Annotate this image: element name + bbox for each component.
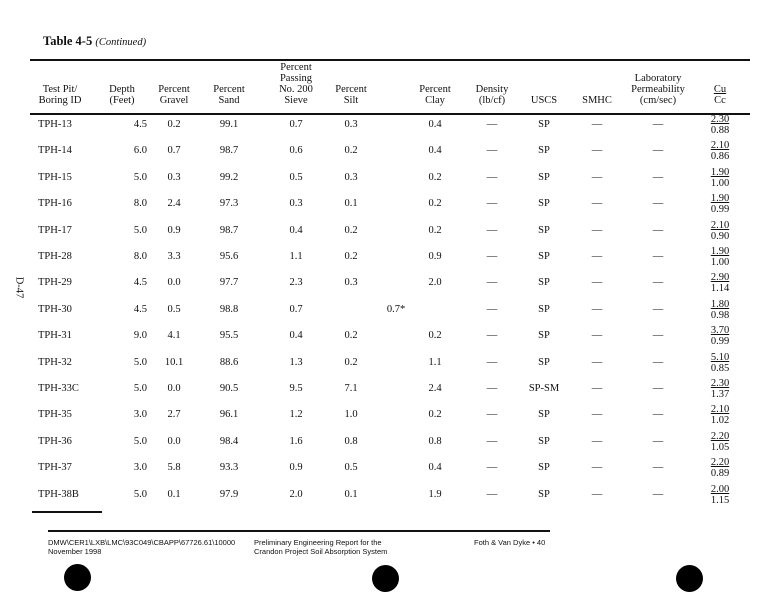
cell-cu: 2.30: [710, 114, 730, 125]
cell-silt: 0.2: [344, 330, 358, 342]
cell-passing: 0.6: [289, 145, 303, 157]
cell-clay: 0.2: [428, 224, 442, 236]
cell-uscs: SP: [538, 277, 550, 289]
col-header-perm: [623, 73, 693, 106]
punch-hole-right: [676, 565, 703, 592]
cell-clay: 0.4: [428, 145, 442, 157]
cell-uscs: SP: [538, 119, 550, 130]
cell-density: —: [486, 251, 498, 262]
cell-uscs: SP: [538, 356, 550, 368]
cell-cc: 1.00: [710, 257, 730, 268]
cell-cu-cc: [705, 352, 735, 374]
footer-rule: [48, 530, 550, 532]
cell-clay: 0.2: [428, 330, 442, 342]
cell-perm: —: [652, 383, 664, 394]
cell-passing: 0.3: [289, 198, 303, 210]
col-header-line: (Feet): [109, 95, 135, 106]
cell-uscs: SP-SM: [528, 383, 560, 394]
cell-cc: 0.99: [710, 336, 730, 348]
cell-silt: 0.2: [344, 145, 358, 157]
cell-silt: 0.1: [344, 488, 358, 500]
col-header-smhc: [562, 95, 632, 106]
cell-cu-cc: [705, 325, 735, 347]
cell-cu: 1.80: [710, 298, 730, 310]
cell-gravel: 2.4: [167, 198, 181, 210]
cell-depth: 6.0: [133, 145, 147, 157]
cell-uscs: SP: [538, 251, 550, 262]
col-header-sand: [194, 84, 264, 106]
cell-cc: 0.98: [710, 309, 730, 321]
cell-gravel: 0.0: [167, 435, 181, 447]
cell-note: 0.7*: [386, 303, 406, 315]
cell-depth: 5.0: [133, 171, 147, 183]
cell-passing: 0.7: [289, 303, 303, 315]
cell-sand: 96.1: [219, 409, 239, 421]
cell-cu: 2.10: [710, 404, 730, 416]
cell-id: TPH-31: [38, 330, 72, 342]
cell-clay: 0.2: [428, 409, 442, 421]
cell-id: TPH-36: [38, 435, 72, 447]
cell-density: —: [486, 119, 498, 130]
col-header-line: Cu: [713, 84, 727, 95]
cell-perm: —: [652, 488, 664, 500]
cell-depth: 3.0: [133, 409, 147, 421]
punch-hole-center: [372, 565, 399, 592]
cell-passing: 0.5: [289, 171, 303, 183]
cell-id: TPH-15: [38, 171, 72, 183]
cell-depth: 4.5: [133, 119, 147, 130]
cell-cc: 1.02: [710, 415, 730, 427]
cell-density: —: [486, 171, 498, 183]
top-rule: [30, 59, 750, 61]
cell-clay: 0.8: [428, 435, 442, 447]
cell-smhc: —: [591, 198, 603, 210]
cell-depth: 3.0: [133, 462, 147, 474]
cell-cu-cc: [705, 457, 735, 479]
col-header-line: Depth: [109, 84, 135, 95]
cell-sand: 99.1: [219, 119, 239, 130]
footer-file-info: [48, 538, 235, 556]
header-rule: [30, 113, 750, 115]
cell-smhc: —: [591, 409, 603, 421]
cell-perm: —: [652, 277, 664, 289]
cell-sand: 88.6: [219, 356, 239, 368]
cell-sand: 97.3: [219, 198, 239, 210]
cell-uscs: SP: [538, 409, 550, 421]
table-number: Table 4-5: [43, 34, 93, 48]
cell-smhc: —: [591, 145, 603, 157]
cell-id: TPH-35: [38, 409, 72, 421]
col-header-line: Clay: [425, 95, 445, 106]
cell-density: —: [486, 383, 498, 394]
cell-gravel: 4.1: [167, 330, 181, 342]
cell-sand: 93.3: [219, 462, 239, 474]
col-header-line: Permeability: [631, 84, 685, 95]
cell-density: —: [486, 224, 498, 236]
col-header-line: Passing: [279, 73, 313, 84]
cell-passing: 1.3: [289, 356, 303, 368]
cell-smhc: —: [591, 171, 603, 183]
cell-gravel: 0.9: [167, 224, 181, 236]
punch-hole-left: [64, 564, 91, 591]
cell-clay: 0.2: [428, 171, 442, 183]
cell-passing: 1.2: [289, 409, 303, 421]
cell-perm: —: [652, 356, 664, 368]
cell-smhc: —: [591, 330, 603, 342]
cell-gravel: 0.2: [167, 119, 181, 130]
col-header-silt: [316, 84, 386, 106]
cell-cc: 0.90: [710, 230, 730, 242]
cell-cu: 1.90: [710, 246, 730, 257]
cell-depth: 8.0: [133, 198, 147, 210]
cell-id: TPH-30: [38, 303, 72, 315]
col-header-line: USCS: [530, 95, 558, 106]
cell-cu: 2.10: [710, 140, 730, 152]
cell-silt: 0.3: [344, 171, 358, 183]
cell-cu: 1.90: [710, 166, 730, 178]
cell-cu: 2.00: [710, 483, 730, 495]
cell-clay: 0.9: [428, 251, 442, 262]
cell-passing: 1.1: [289, 251, 303, 262]
cell-cu: 2.90: [710, 272, 730, 284]
cell-cc: 1.37: [710, 389, 730, 400]
cell-gravel: 0.0: [167, 277, 181, 289]
cell-depth: 5.0: [133, 356, 147, 368]
col-header-line: (cm/sec): [639, 95, 677, 106]
cell-gravel: 0.7: [167, 145, 181, 157]
cell-silt: 7.1: [344, 383, 358, 394]
cell-cc: 0.89: [710, 468, 730, 480]
cell-perm: —: [652, 224, 664, 236]
col-header-cucc: [685, 84, 755, 106]
cell-density: —: [486, 462, 498, 474]
cell-id: TPH-13: [38, 119, 72, 130]
cell-smhc: —: [591, 435, 603, 447]
cell-id: TPH-33C: [38, 383, 79, 394]
cell-cu-cc: [705, 246, 735, 268]
cell-cc: 0.88: [710, 125, 730, 136]
cell-clay: 1.1: [428, 356, 442, 368]
col-header-line: Gravel: [159, 95, 189, 106]
cell-perm: —: [652, 409, 664, 421]
cell-cu: 1.90: [710, 193, 730, 205]
cell-perm: —: [652, 251, 664, 262]
cell-cu: 2.20: [710, 430, 730, 442]
col-header-line: Silt: [343, 95, 359, 106]
cell-cu-cc: [705, 220, 735, 242]
cell-sand: 98.4: [219, 435, 239, 447]
cell-uscs: SP: [538, 488, 550, 500]
col-header-line: Test Pit/: [42, 84, 78, 95]
cell-depth: 4.5: [133, 303, 147, 315]
cell-cu: 2.30: [710, 378, 730, 389]
cell-smhc: —: [591, 277, 603, 289]
col-header-line: Percent: [158, 84, 190, 95]
table-end-rule: [32, 511, 102, 513]
cell-silt: 0.2: [344, 251, 358, 262]
footer-company: Foth & Van Dyke • 40: [474, 538, 546, 547]
cell-uscs: SP: [538, 330, 550, 342]
cell-gravel: 0.1: [167, 488, 181, 500]
cell-gravel: 0.5: [167, 303, 181, 315]
cell-cu-cc: [705, 140, 735, 162]
cell-silt: 0.5: [344, 462, 358, 474]
cell-gravel: 3.3: [167, 251, 181, 262]
cell-cc: 1.05: [710, 441, 730, 453]
col-header-line: (lb/cf): [478, 95, 506, 106]
footer-report-line1: Preliminary Engineering Report for the: [254, 538, 382, 547]
cell-cc: 0.86: [710, 151, 730, 163]
cell-passing: 1.6: [289, 435, 303, 447]
cell-id: TPH-17: [38, 224, 72, 236]
cell-perm: —: [652, 198, 664, 210]
cell-uscs: SP: [538, 198, 550, 210]
cell-cc: 1.15: [710, 494, 730, 506]
cell-smhc: —: [591, 251, 603, 262]
cell-clay: 0.4: [428, 462, 442, 474]
cell-gravel: 5.8: [167, 462, 181, 474]
cell-uscs: SP: [538, 462, 550, 474]
cell-clay: 2.4: [428, 383, 442, 394]
cell-passing: 2.0: [289, 488, 303, 500]
cell-gravel: 10.1: [164, 356, 184, 368]
footer-report: [254, 538, 387, 556]
cell-perm: —: [652, 303, 664, 315]
cell-depth: 5.0: [133, 488, 147, 500]
cell-density: —: [486, 488, 498, 500]
cell-cc: 0.99: [710, 204, 730, 216]
cell-sand: 90.5: [219, 383, 239, 394]
col-header-line: Percent: [213, 84, 245, 95]
cell-id: TPH-14: [38, 145, 72, 157]
cell-perm: —: [652, 435, 664, 447]
cell-clay: 0.4: [428, 119, 442, 130]
cell-perm: —: [652, 330, 664, 342]
cell-density: —: [486, 435, 498, 447]
cell-passing: 9.5: [289, 383, 303, 394]
cell-smhc: —: [591, 383, 603, 394]
cell-perm: —: [652, 462, 664, 474]
cell-gravel: 0.0: [167, 383, 181, 394]
cell-passing: 2.3: [289, 277, 303, 289]
cell-perm: —: [652, 119, 664, 130]
cell-id: TPH-28: [38, 251, 72, 262]
cell-depth: 9.0: [133, 330, 147, 342]
cell-id: TPH-29: [38, 277, 72, 289]
cell-id: TPH-37: [38, 462, 72, 474]
cell-silt: 0.2: [344, 356, 358, 368]
cell-sand: 95.6: [219, 251, 239, 262]
cell-passing: 0.4: [289, 224, 303, 236]
cell-density: —: [486, 145, 498, 157]
footer-report-line2: Crandon Project Soil Absorption System: [254, 547, 388, 556]
table-title: [43, 34, 146, 49]
cell-silt: 1.0: [344, 409, 358, 421]
col-header-line: Boring ID: [38, 95, 82, 106]
cell-cc: 1.14: [710, 283, 730, 295]
cell-cu-cc: [705, 272, 735, 294]
cell-id: TPH-32: [38, 356, 72, 368]
cell-depth: 5.0: [133, 435, 147, 447]
cell-uscs: SP: [538, 435, 550, 447]
cell-cu: 3.70: [710, 325, 730, 337]
cell-perm: —: [652, 145, 664, 157]
cell-cu: 5.10: [710, 351, 730, 363]
page-number: D-47: [13, 276, 25, 299]
cell-depth: 4.5: [133, 277, 147, 289]
col-header-line: Sand: [218, 95, 240, 106]
cell-cu-cc: [705, 114, 735, 136]
cell-clay: 2.0: [428, 277, 442, 289]
cell-sand: 97.9: [219, 488, 239, 500]
cell-sand: 99.2: [219, 171, 239, 183]
cell-cu-cc: [705, 378, 735, 400]
cell-density: —: [486, 198, 498, 210]
cell-uscs: SP: [538, 145, 550, 157]
col-header-line: Percent: [280, 62, 312, 73]
cell-gravel: 0.3: [167, 171, 181, 183]
cell-smhc: —: [591, 119, 603, 130]
cell-density: —: [486, 409, 498, 421]
cell-clay: 1.9: [428, 488, 442, 500]
cell-depth: 8.0: [133, 251, 147, 262]
col-header-line: SMHC: [582, 95, 612, 106]
cell-smhc: —: [591, 356, 603, 368]
col-header-line: Laboratory: [634, 73, 682, 84]
cell-cu-cc: [705, 299, 735, 321]
cell-density: —: [486, 330, 498, 342]
footer-date: November 1998: [48, 547, 102, 556]
cell-uscs: SP: [538, 224, 550, 236]
cell-smhc: —: [591, 224, 603, 236]
cell-passing: 0.4: [289, 330, 303, 342]
cell-silt: 0.1: [344, 198, 358, 210]
col-header-line: No. 200: [279, 84, 313, 95]
cell-cu: 2.20: [710, 457, 730, 469]
cell-depth: 5.0: [133, 383, 147, 394]
cell-cu: 2.10: [710, 219, 730, 231]
cell-sand: 98.7: [219, 224, 239, 236]
cell-uscs: SP: [538, 303, 550, 315]
cell-uscs: SP: [538, 171, 550, 183]
cell-silt: 0.8: [344, 435, 358, 447]
table-continued-note: (Continued): [95, 37, 147, 48]
cell-gravel: 2.7: [167, 409, 181, 421]
cell-passing: 0.7: [289, 119, 303, 130]
footer-path: DMW\CER1\LXB\LMC\93C049\CBAPP\67726.61\10000: [48, 538, 236, 547]
cell-perm: —: [652, 171, 664, 183]
cell-cu-cc: [705, 484, 735, 506]
cell-cu-cc: [705, 431, 735, 453]
cell-silt: 0.3: [344, 277, 358, 289]
cell-silt: 0.3: [344, 119, 358, 130]
cell-silt: 0.2: [344, 224, 358, 236]
cell-sand: 97.7: [219, 277, 239, 289]
cell-id: TPH-38B: [38, 488, 79, 500]
cell-clay: 0.2: [428, 198, 442, 210]
col-header-line: Cc: [714, 95, 726, 106]
cell-depth: 5.0: [133, 224, 147, 236]
col-header-line: Percent: [335, 84, 367, 95]
cell-sand: 98.8: [219, 303, 239, 315]
cell-smhc: —: [591, 488, 603, 500]
col-header-line: Sieve: [284, 95, 308, 106]
cell-sand: 98.7: [219, 145, 239, 157]
cell-density: —: [486, 277, 498, 289]
cell-id: TPH-16: [38, 198, 72, 210]
cell-smhc: —: [591, 303, 603, 315]
cell-smhc: —: [591, 462, 603, 474]
cell-density: —: [486, 303, 498, 315]
col-header-line: Density: [475, 84, 509, 95]
cell-passing: 0.9: [289, 462, 303, 474]
col-header-line: Percent: [419, 84, 451, 95]
cell-cu-cc: [705, 167, 735, 189]
cell-cu-cc: [705, 193, 735, 215]
cell-cc: 1.00: [710, 177, 730, 189]
cell-cu-cc: [705, 404, 735, 426]
cell-cc: 0.85: [710, 362, 730, 374]
cell-density: —: [486, 356, 498, 368]
cell-sand: 95.5: [219, 330, 239, 342]
